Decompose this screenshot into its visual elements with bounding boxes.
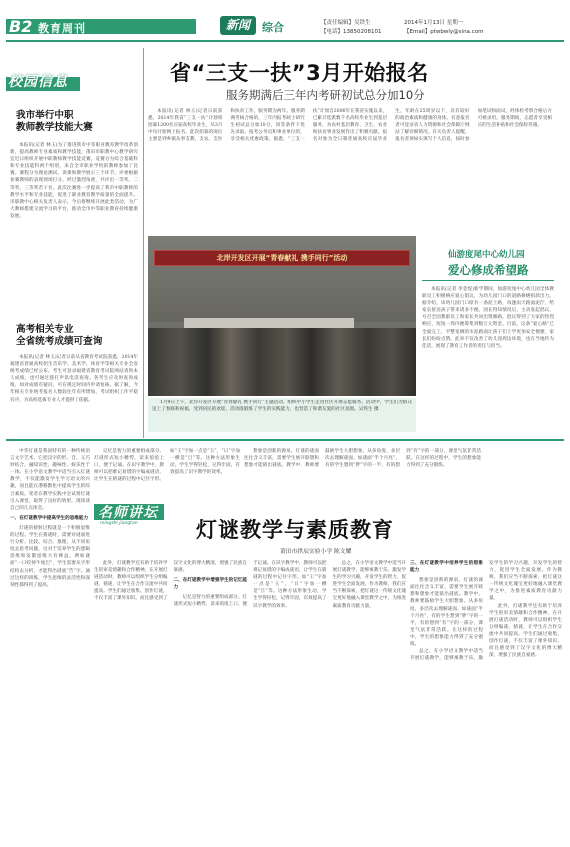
feature-tag: [94, 498, 186, 528]
photo-banner: [154, 250, 410, 266]
news2-body: 本报讯(记者 林玉)记者日前从省教育考试院获悉，2014年福建省普通高校招生音乐学、美术学、体育学等相关专业全省统考成绩已经公布。考生可登录福建省教育考试院网站查询本人成绩，也可通过拨打声讯电话查询。各考生应及时查询成绩，如对成绩有疑问，可在规定时间内申请复核。据了解，今年相关专业统考报名人数较往年有所增加，考试组织工作平稳有序，为高校选拔专业人才提供了依据。: [10, 355, 138, 403]
header-rule: [6, 40, 564, 42]
sidebar-tag-text: 校园信息: [8, 74, 68, 90]
phone-info: 【电话】13850208101: [321, 29, 382, 35]
photo-caption: 1月9日上午，北岸开发区开展“青春献礼 携手同行”主题活动，组织中小学生走进社区开展志愿服务。活动中，学生们为群众送上了春联和祝福，受到居民的欢迎。活动既锻炼了学生的实践能力，也营造了和谐友爱的社区氛围。吴铁生 摄: [152, 400, 412, 412]
right-news-body: 本报讯(记者 李金煌)新学期间，仙游度尾中心幼儿园全体教职员工积极响应爱心倡议，为幼儿园门口的道路修缮捐款出力。据介绍，该幼儿园门口原有一条泥土路，每逢雨天路面泥泞，给家长接送孩子带来诸多不便。园长得知情况后，主动发起倡议，号召全园教职员工和家长共同出资修路。倡议得到了大家的热烈响应，短短一周内便筹集到数万元资金。目前，这条“爱心路”已全面完工，平整宽阔的水泥路面让孩子们上学更加安全便捷，家长们纷纷点赞。此举不仅改善了幼儿园周边环境，也在当地传为佳话，展现了教育工作者的责任与担当。: [422, 287, 554, 349]
right-news-rule: [422, 280, 554, 281]
feature-section-head-2: 二、在灯谜教学中增强学生的记忆能力: [173, 578, 248, 591]
category-name: 综合: [262, 21, 284, 34]
email-info: 【Email】ptwbwly@sina.com: [404, 29, 484, 35]
feature-col-3: 想象是创新的源泉。灯谜的谜面往往含义丰富，需要学生展开联想和想象才能猜出谜底。教学中，教师要鼓励学生大胆想象，从多角度、多层次去理解谜面。如谜面“半个月亮”，有的学生想到“胖”字的一半，有的想到“有”字的一部分，课堂气氛非常活跃。在这样的过程中，学生的想象能力得到了充分锻炼。: [244, 449, 481, 469]
feature-byline: 莆田市拱辰实验小学 陈文耀: [280, 549, 352, 555]
feature-col-1: 中华灯谜是我国特有的一种传统语言文字艺术，它把汉字的形、音、义巧妙结合，融知识性、趣味性、娱乐性于一体。在小学语文教学中适当引入灯谜教学，不仅能激发学生学习语文的兴趣，而且能在潜移默化中提高学生的综合素质。笔者在教学实践中尝试将灯谜引入课堂，取得了良好的效果，现谈谈自己的几点体会。 一、在灯谜教学中提高学生的思维能力 灯谜的猜射过程就是一个积极思维的过程。学生在猜谜时，需要对谜面进行分析、比较、综合、推理，从不同角度去思考问题，这对于培养学生的逻辑思维和发散思维大有裨益。例如谜面“一口咬掉牛尾巴”，学生需要从字形结构去分析，才能得出谜底“告”字。通过这样的训练，学生思维的灵活性和深刻性都得到了提高。: [10, 449, 90, 588]
news1-body: 本报讯(记者 林玉)为了推进我市中等职业教育教学改革创新，提高教师专业素质和教学技能，莆田市职教中心教学研究室近日组织开展中职教师教学技能竞赛。竞赛分为综合基础科和专业技能科两个组别，来自全市职业学校的教师参加了比赛。赛程分为理论测试、说课和教学展示三个环节，评委根据参赛教师的表现现场打分。经过激烈角逐，共评出一等奖、二等奖、三等奖若干名。此次比赛进一步提高了我市中职教师的教学水平和专业技能，促进了职业教育教学质量的全面提升。市职教中心相关负责人表示，今后将继续开展此类活动，为广大教师搭建交流学习的平台，推动全市中等职业教育持续健康发展。: [10, 143, 138, 219]
page-header: [6, 16, 566, 38]
feature-tag-text: 名师讲坛: [98, 505, 158, 521]
issue-date: 2014年1月13日 星期一: [404, 20, 464, 26]
news2-title-line2: 全省统考成绩可查询: [16, 336, 103, 347]
photo-banner-text: 北岸开发区开展“青春献礼 携手同行”活动: [216, 254, 348, 262]
photo-crowd: [148, 328, 416, 396]
right-news-title-line2: 爱心修成希望路: [448, 263, 529, 277]
news2-title-line1: 高考相关专业: [16, 324, 74, 335]
feature-section-head-3: 三、在灯谜教学中培养学生的想象能力: [410, 561, 483, 574]
lead-headline: 省“三支一扶”3月开始报名: [170, 61, 429, 85]
sidebar-tag: [6, 67, 80, 97]
feature-tag-sub: mingshi jiangtan: [100, 521, 138, 526]
news-badge: 新闻: [220, 16, 256, 35]
photo-wall: [148, 236, 416, 322]
news1-title-line2: 教师教学技能大赛: [16, 122, 93, 133]
feature-section-head-1: 一、在灯谜教学中提高学生的思维能力: [10, 515, 89, 521]
page-number: B2: [9, 17, 33, 36]
feature-col-2: 记忆是智力的重要组成部分。灯谜形式短小精悍，读来琅琅上口，便于记诵。在识字教学中，教师可以把难记易错的字编成谜语，让学生在猜谜的过程中记住字形。如“王”字加一点是“玉”，“日”字加一横是“旦”等。这种方法形象生动，学生学得轻松，记得牢固，有效提高了识字教学的效率。: [94, 449, 240, 483]
right-news-title-line1: 仙游度尾中心幼儿园: [448, 250, 525, 260]
section-name: 教育周刊: [38, 22, 86, 35]
editor-info: 【责任编辑】吴铁生: [321, 20, 371, 26]
feature-col-4: 此外，灯谜教学还有助于培养学生的审美情趣和合作精神。在开展灯谜活动时，教师可以组织学生分组编谜、猜谜，让学生在合作交流中共同提高。学生们通过收集、创作灯谜，不仅丰富了课外知识，而且感受到了汉字文化的博大精深，增强了民族自豪感。 二、在灯谜教学中增强学生的记忆能力 记忆是智力的重要组成部分。灯谜形式短小精悍，读来琅琅上口，便于记诵。在识字教学中，教师可以把难记易错的字编成谜语，让学生在猜谜的过程中记住字形。如“王”字加一点是“玉”，“日”字加一横是“旦”等。这种方法形象生动，学生学得轻松，记得牢固，有效提高了识字教学的效率。 总之，在小学语文教学中适当开展灯谜教学，能够寓教于乐，激发学生的学习兴趣，开发学生的智力，促进学生全面发展。作为教师，我们应当不断探索，把灯谜这一传统文化瑰宝更好地融入课堂教学之中，为推进素质教育贡献力量。: [94, 561, 406, 609]
event-photo: [148, 236, 416, 396]
photo-caption-box: [148, 398, 416, 432]
feature-title: 灯谜教学与素质教育: [196, 518, 394, 542]
header-band: [6, 19, 196, 34]
lead-body: 本报讯(记者 林玉)记者日前获悉，2014年我省“三支一扶”计划将招募1200名应届高校毕业生，从3月中旬开始网上报名。此次招募的岗位主要是到乡镇从事支教、支农、支医和扶贫工作，服务期为两年。服务期满考核合格的，三年内报考硕士研究生初试总分加10分，同等条件下优先录取。报考公务员和事业单位的，享受相关优惠政策。据悉，“三支一扶”计划自2006年在我省实施以来，已累计选派数千名高校毕业生到基层服务，为农村基层教育、卫生、农业和扶贫事业发展作出了积极贡献。报名对象为全日制普通高校应届毕业生，年龄在25周岁以下，具有较好的政治素质和健康的身体。有意报名者可登录省人力资源和社会保障厅网站了解详细情况。有关负责人提醒，报名者须如实填写个人信息，按时参加笔试和面试，经体检考察合格后方可被录用。服务期间，志愿者享受相应的生活补贴和社会保险待遇。: [148, 109, 552, 143]
feature-col-5: 三、在灯谜教学中培养学生的想象能力 想象是创新的源泉。灯谜的谜面往往含义丰富，需要学生展开联想和想象才能猜出谜底。教学中，教师要鼓励学生大胆想象，从多角度、多层次去理解谜面。如谜面“半个月亮”，有的学生想到“胖”字的一半，有的想到“有”字的一部分，课堂气氛非常活跃。在这样的过程中，学生的想象能力得到了充分锻炼。 总之，在小学语文教学中适当开展灯谜教学，能够寓教于乐，激发学生的学习兴趣，开发学生的智力，促进学生全面发展。作为教师，我们应当不断探索，把灯谜这一传统文化瑰宝更好地融入课堂教学之中，为推进素质教育贡献力量。 此外，灯谜教学还有助于培养学生的审美情趣和合作精神。在开展灯谜活动时，教师可以组织学生分组编谜、猜谜，让学生在合作交流中共同提高。学生们通过收集、创作灯谜，不仅丰富了课外知识，而且感受到了汉字文化的博大精深，增强了民族自豪感。: [410, 561, 562, 662]
news1-title-line1: 我市举行中职: [16, 110, 74, 121]
lead-subhead: 服务期满后三年内考研初试总分加10分: [226, 88, 425, 102]
sidebar-divider: [143, 48, 144, 438]
upper-lower-divider: [6, 439, 564, 441]
